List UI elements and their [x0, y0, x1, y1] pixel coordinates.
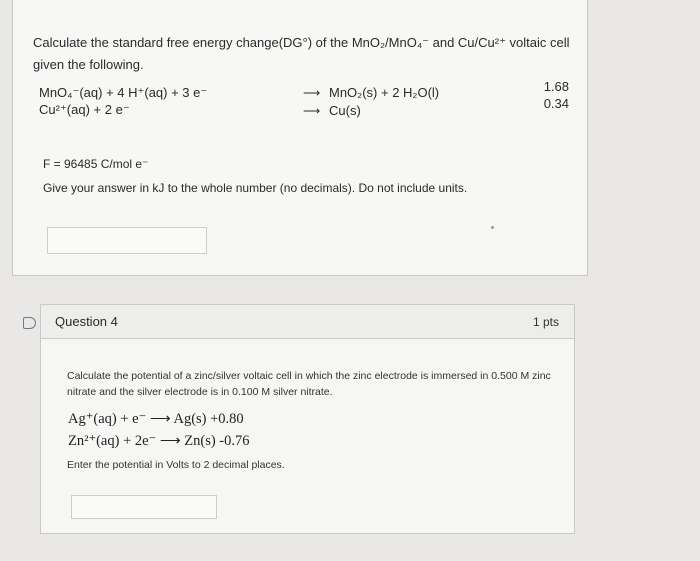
- question-3-card: [12, 0, 588, 276]
- reaction-right-column: [303, 84, 439, 120]
- reaction-1-potential: 1.68: [543, 79, 569, 94]
- question-4-answer-input[interactable]: [71, 495, 217, 519]
- question-3-prompt: Calculate the standard free energy change(DG°) of the MnO₂/MnO₄⁻ and Cu/Cu²⁺ voltaic cell given the following.: [33, 35, 570, 72]
- question-4-prompt: Calculate the potential of a zinc/silver voltaic cell in which the zinc electrode is immersed in 0.500 M zinc nitrate and the silver electrode is in 0.100 M silver nitrate.: [67, 370, 551, 398]
- cursor-dot: [491, 226, 494, 229]
- reduction-potentials: [529, 78, 569, 112]
- question-3-answer-input[interactable]: [47, 227, 207, 254]
- question-3-instruction: Give your answer in kJ to the whole number (no decimals). Do not include units.: [43, 181, 468, 195]
- reaction-left-column: [39, 84, 207, 118]
- flag-icon[interactable]: [23, 317, 36, 329]
- question-4-title: Question 4: [55, 314, 118, 329]
- arrow-icon: ⟶: [303, 86, 320, 100]
- question-4-header: [41, 305, 574, 339]
- question-4-instruction: Enter the potential in Volts to 2 decimal places.: [67, 459, 285, 471]
- arrow-icon: ⟶: [303, 104, 320, 118]
- faraday-constant: F = 96485 C/mol e⁻: [43, 157, 149, 171]
- reaction-1-reactants: MnO₄⁻(aq) + 4 H⁺(aq) + 3 e⁻: [39, 85, 208, 100]
- reaction-2-products: Cu(s): [329, 103, 361, 118]
- reaction-2-potential: 0.34: [543, 96, 569, 111]
- question-4-points: 1 pts: [532, 314, 559, 329]
- reaction-2-reactants: Cu²⁺(aq) + 2 e⁻: [39, 102, 130, 117]
- equation-silver: Ag⁺(aq) + e⁻ ⟶ Ag(s) +0.80: [68, 411, 244, 427]
- question-4-equations: [68, 408, 250, 452]
- reaction-1-products: MnO₂(s) + 2 H₂O(l): [329, 85, 440, 100]
- equation-zinc: Zn²⁺(aq) + 2e⁻ ⟶ Zn(s) -0.76: [68, 433, 250, 449]
- question-4-card: [40, 304, 575, 534]
